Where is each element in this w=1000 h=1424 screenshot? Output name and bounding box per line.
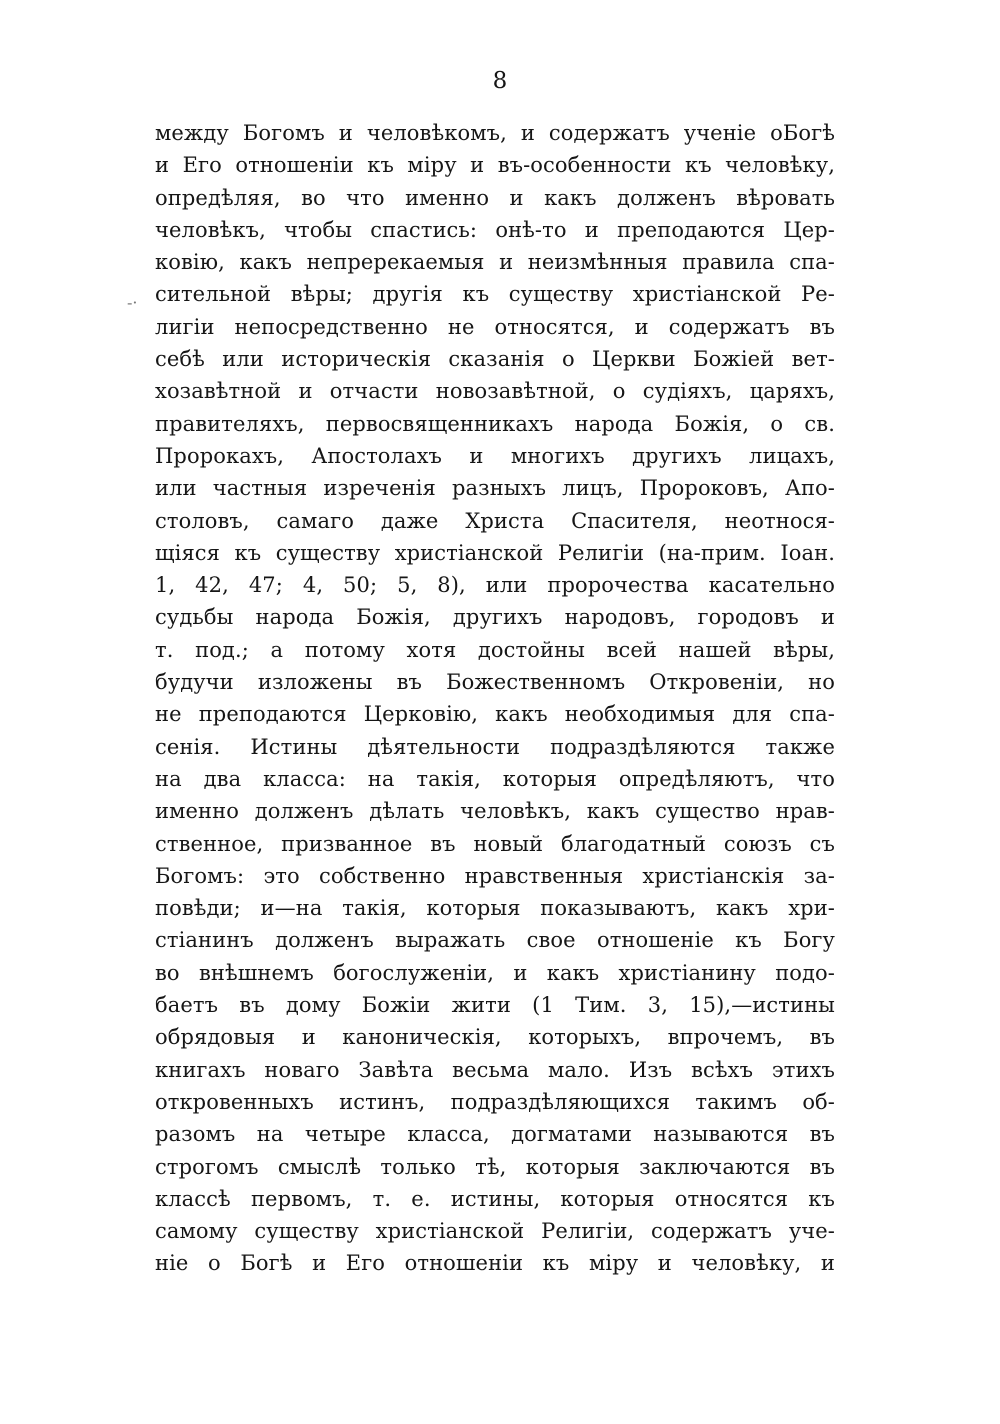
text-line: классѣ первомъ, т. е. истины, которыя относятся къ bbox=[155, 1186, 835, 1211]
text-line: во внѣшнемъ богослуженіи, и какъ христіанину подо- bbox=[155, 960, 835, 985]
text-line: стіанинъ долженъ выражать свое отношеніе къ Богу bbox=[155, 928, 835, 953]
text-line: ковію, какъ непререкаемыя и неизмѣнныя правила спа- bbox=[155, 250, 835, 275]
text-line: столовъ, самаго даже Христа Спасителя, неотнося- bbox=[155, 508, 835, 533]
text-line: щіяся къ существу христіанской Религіи (на-прим. Іоан. bbox=[155, 540, 835, 565]
text-line: 1, 42, 47; 4, 50; 5, 8), или пророчества касательно bbox=[155, 573, 835, 598]
text-line: строгомъ смыслѣ только тѣ, которыя заключаются въ bbox=[155, 1154, 835, 1179]
text-line: т. под.; а потому хотя достойны всей нашей вѣры, bbox=[155, 637, 835, 662]
text-line: не преподаются Церковію, какъ необходимыя для спа- bbox=[155, 702, 835, 727]
text-line: книгахъ новаго Завѣта весьма мало. Изъ всѣхъ этихъ bbox=[155, 1057, 835, 1082]
body-text bbox=[155, 117, 835, 1280]
text-line: разомъ на четыре класса, догматами называются въ bbox=[155, 1122, 835, 1147]
text-line: Богомъ: это собственно нравственныя христіанскія за- bbox=[155, 863, 835, 888]
text-line: откровенныхъ истинъ, подраздѣляющихся такимъ об- bbox=[155, 1089, 835, 1114]
text-line: или частныя изреченія разныхъ лицъ, Пророковъ, Апо- bbox=[155, 476, 835, 501]
text-line: Пророкахъ, Апостолахъ и многихъ другихъ лицахъ, bbox=[155, 443, 835, 468]
text-line: и Его отношеніи къ міру и въ-особенности къ человѣку, bbox=[155, 153, 835, 178]
text-line: баетъ въ дому Божіи жити (1 Тим. 3, 15),—истины bbox=[155, 993, 835, 1018]
text-line: хозавѣтной и отчасти новозавѣтной, о судіяхъ, царяхъ, bbox=[155, 379, 835, 404]
text-line: именно долженъ дѣлать человѣкъ, какъ существо нрав- bbox=[155, 799, 835, 824]
text-line: себѣ или историческія сказанія о Церкви Божіей вет- bbox=[155, 347, 835, 372]
text-line: лигіи непосредственно не относятся, и содержатъ въ bbox=[155, 314, 835, 339]
text-line: сенія. Истины дѣятельности подраздѣляются также bbox=[155, 734, 835, 759]
text-line: между Богомъ и человѣкомъ, и содержатъ ученіе оБогѣ bbox=[155, 121, 835, 145]
margin-mark: -· bbox=[127, 293, 138, 312]
text-line: правителяхъ, первосвященникахъ народа Божія, о св. bbox=[155, 411, 835, 436]
text-line: ственное, призванное въ новый благодатный союзъ съ bbox=[155, 831, 835, 856]
text-line: сительной вѣры; другія къ существу христіанской Ре- bbox=[155, 282, 835, 307]
text-line: будучи изложены въ Божественномъ Откровеніи, но bbox=[155, 670, 835, 695]
text-line: повѣди; и—на такія, которыя показываютъ, какъ хри- bbox=[155, 896, 835, 921]
text-line: ніе о Богѣ и Его отношеніи къ міру и человѣку, и bbox=[155, 1251, 835, 1276]
text-line: человѣкъ, чтобы спастись: онѣ-то и преподаются Цер- bbox=[155, 217, 835, 242]
text-line: судьбы народа Божія, другихъ народовъ, городовъ и bbox=[155, 605, 835, 630]
text-line: самому существу христіанской Религіи, содержатъ уче- bbox=[155, 1219, 835, 1244]
text-line: опредѣляя, во что именно и какъ долженъ вѣровать bbox=[155, 185, 835, 210]
text-line: обрядовыя и каноническія, которыхъ, впрочемъ, въ bbox=[155, 1025, 835, 1050]
text-line: на два класса: на такія, которыя опредѣляютъ, что bbox=[155, 766, 835, 791]
page-number: 8 bbox=[492, 68, 508, 94]
